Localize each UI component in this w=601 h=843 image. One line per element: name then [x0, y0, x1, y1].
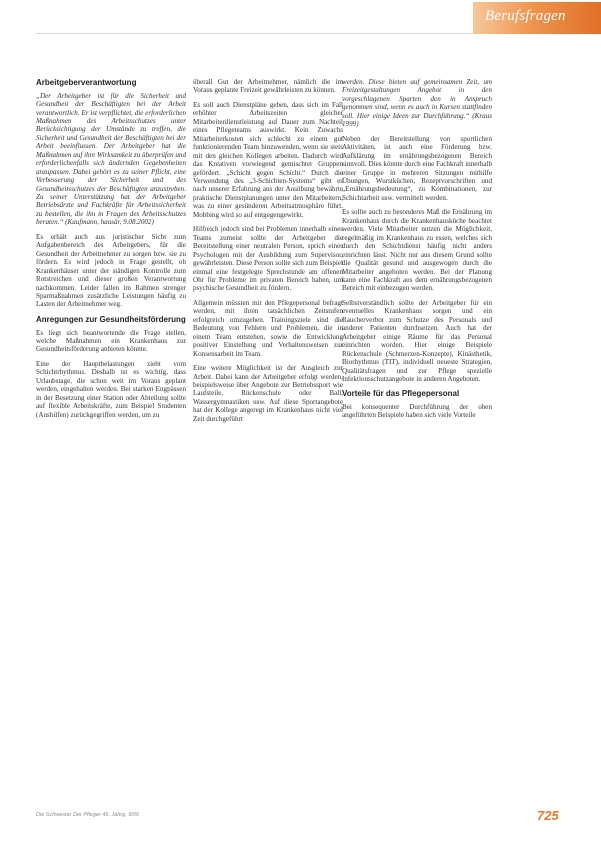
column-1 — [36, 78, 186, 425]
body-paragraph: Hilfreich jedoch sind bei Problemen innerhalb eines Teams zumeist sollte der Arbeitgeber die Bereitstellung einer neutralen Person, sprich eines Psychologen mit der Ausbildung zum Supervisor, gewährleisten. Diese Person sollte sich zum Beispiel einmal eine festgelegte Sprechstunde am offenen Ohr für Probleme im privaten Bereich haben, um psychische Gesundheit zu fördern. — [193, 225, 343, 293]
body-paragraph: Selbstverständlich sollte der Arbeitgeber für ein eventuelles Krankenhaus sorgen und ein Raucherverbot zum Schutze des Personals und anderer Patienten durchsetzen. Auch hat der Arbeitgeber einige Räume für das Personal einrichten worden. Hier einige Beispiele Rückenschule (Schmerzen-Konzepte), Kinästhetik, Biorhythmus (TIT), individuell neueste Strategien, Qualitätsfragen und zur Pflege spezielle Infektionsschutzangebote in anderen Angeboten. — [342, 298, 492, 383]
column-2 — [193, 78, 343, 429]
body-paragraph: Es soll auch Dienstpläne geben, dass sich im Fall erhöhter Arbeitszeiten gleicher Mitarbeiterdienstleistung auf Dauer zum Nachteil eines Pflegeteams auswirkt. Kein Zuwachs Mitarbeiterkosten sich schlecht zu einem gut funktionierenden Team hinzuwenden, wenn sie stets mit den gleichen Kollegen arbeiten. Dadurch wird das Kreativen vorwiegend gemischter Gruppen gefördert. „Schicht gegen Schicht.“ Durch die Verwendung des „3-Schichten-Systems“ gibt es nach unserer Erfahrung aus der Ausübung bewährte praktische Dienstplanungen unter den Mitarbeitern, was zu einer gesünderen Arbeitsatmosphäre führt. Mobbing wird so auf entgegengewirkt. — [193, 100, 343, 219]
body-paragraph: Neben der Bereitstellung von sportlichen Aktivitäten, ist auch eine Förderung bzw. Aufklärung im ernährungsbezogenen Bereich sinnvoll. Dies könnte durch eine Fachkraft innerhalb einer Gruppe in mehreren Sitzungen mithilfe Übungen, Wurstküchen, Rezeptvorschriften und „Ernährungsbedeutung“, zu Kombinationen, zur Schichtarbeit usw. vermittelt werden. — [342, 134, 492, 202]
body-paragraph: Es liegt sich beantwortende die Frage stellen, welche Maßnahmen ein Krankenhaus zur Gesundheitsförderung anbieten könnte. — [36, 328, 186, 354]
quote-paragraph: werden. Diese bieten auf gemeinsamen Zeit, um Freizeitgestaltungen Angebot in den vorgeschlagenen Sparten den in Anspruch genommen sind, wenn es auch in Kursen stattfinden soll. Hier einige Ideen zur Durchführung.“ (Kraus 1999) — [342, 78, 492, 129]
page-number: 725 — [537, 808, 559, 823]
body-paragraph: Es sollte auch zu besonderes Maß die Ernährung im Krankenhaus durch die Krankenhausküche beachtet werden. Viele Mitarbeiter nutzen die Möglichkeit, regelmäßig im Krankenhaus zu essen, welches sich durch den Schichtdienst häufig nicht anders einrichten lässt. Nicht nur aus diesem Grund sollte die Qualität gesund und ausgewogen durch die Mitarbeiter angeboten werden. Bei der Planung kann eine Fachkraft aus dem ernährungsbezogenen Bereich mit einbezogen werden. — [342, 208, 492, 293]
heading-arbeitgeberverantwortung: Arbeitgeberverantwortung — [36, 78, 137, 87]
body-paragraph: Allgemein müssten mit den Pflegepersonal befragt werden, mit ihren tatsächlichen Zeitstufen erfolgreich umzugehen. Trainingsziele sind die Bedeutung von Fehlern und Problemen, die in einem Team entstehen, sowie die Entwicklung positiver Einstellung und Verhaltensweisen zur Konsensarbeit im Team. — [193, 298, 343, 358]
heading-gesundheitsfoerderung: Anregungen zur Gesundheitsförderung — [36, 314, 186, 324]
journal-footer: Die Schwester Der Pfleger 45. Jahrg. 9/06 — [36, 812, 140, 818]
section-tab — [473, 2, 601, 34]
section-label: Berufsfragen — [485, 8, 566, 24]
quote-paragraph: „Der Arbeitgeber ist für die Sicherheit und Gesundheit der Beschäftigten bei der Arbeit verantwortlich. Er ist verpflichtet, die erforderlichen Maßnahmen des Arbeitsschutzes unter Berücksichtigung der Umstände zu treffen, die Sicherheit und Gesundheit der Beschäftigten bei der Arbeit beeinflussen. Der Arbeitgeber hat die Maßnahmen auf ihre Wirksamkeit zu überprüfen und erforderlichenfalls sich ändernden Gegebenheiten anzupassen. Dabei gehört es zu seiner Pflicht, eine Verbesserung der Sicherheit und des Gesundheitsschutzes der Beschäftigten anzustreben. Zu seiner Unterstützung hat der Arbeitgeber Betriebsärzte und Fachkräfte für Arbeitssicherheit zu bestellen, die ihn in Fragen des Arbeitsschutzes beraten.“ (Kaufmann, hausär, 9.08.2002) — [36, 91, 186, 227]
heading-vorteile: Vorteile für das Pflegepersonal — [342, 389, 460, 399]
body-paragraph: überall Gut der Arbeitnehmer, nämlich die im Voraus geplante Freizeit gewährleisten zu können. — [193, 78, 343, 95]
column-3 — [342, 78, 492, 426]
page-header — [0, 0, 601, 36]
body-paragraph: Bei konsequenter Durchführung der oben angeführten Beispiele haben sich viele Vorteile — [342, 403, 492, 420]
body-paragraph: Es erhält auch aus juristischer Sicht zum Aufgabenbereich des Arbeitgebers, für die Gesundheit der Arbeitnehmer zu sorgen bzw. sie zu fördern. Es wird jedoch in Frage gestellt, ob Krankenhäuser unter der ständigen Kontrolle zum Rotstreichen und dieser großen Verantwortung nachkommen. Leider fallen im Rahmen strenger Sparmaßnahmen zusätzliche Leistungen häufig zu Lasten der Arbeitnehmer weg. — [36, 232, 186, 309]
body-paragraph: Eine der Hauptbelastungen zieht vom Schichtrhythmus. Deshalb ist es wichtig, dass Urlaubstage, die schon weit im Voraus geplant werden, eingehalten werden. Bei starken Engpässen in der Besetzung einer Station oder Abteilung sollte auf flexible Arbeitskräfte, zum Beispiel Studenten (Aushilfen) zurückgegriffen werden, um zu — [36, 359, 186, 419]
header-rule — [36, 33, 473, 34]
body-paragraph: Eine weitere Möglichkeit ist der Ausgleich zur Arbeit. Dabei kann der Arbeitgeber erfolgt werden, beispielsweise über Angebote zur Betriebssport wie Laufsteile, Rückenschule oder Ball, Wassergymnastiken usw. Auf diese Sportangebote hat der Kollege angeregt im Krankenhaus nicht viel Zeit durchgeführt — [193, 364, 343, 423]
